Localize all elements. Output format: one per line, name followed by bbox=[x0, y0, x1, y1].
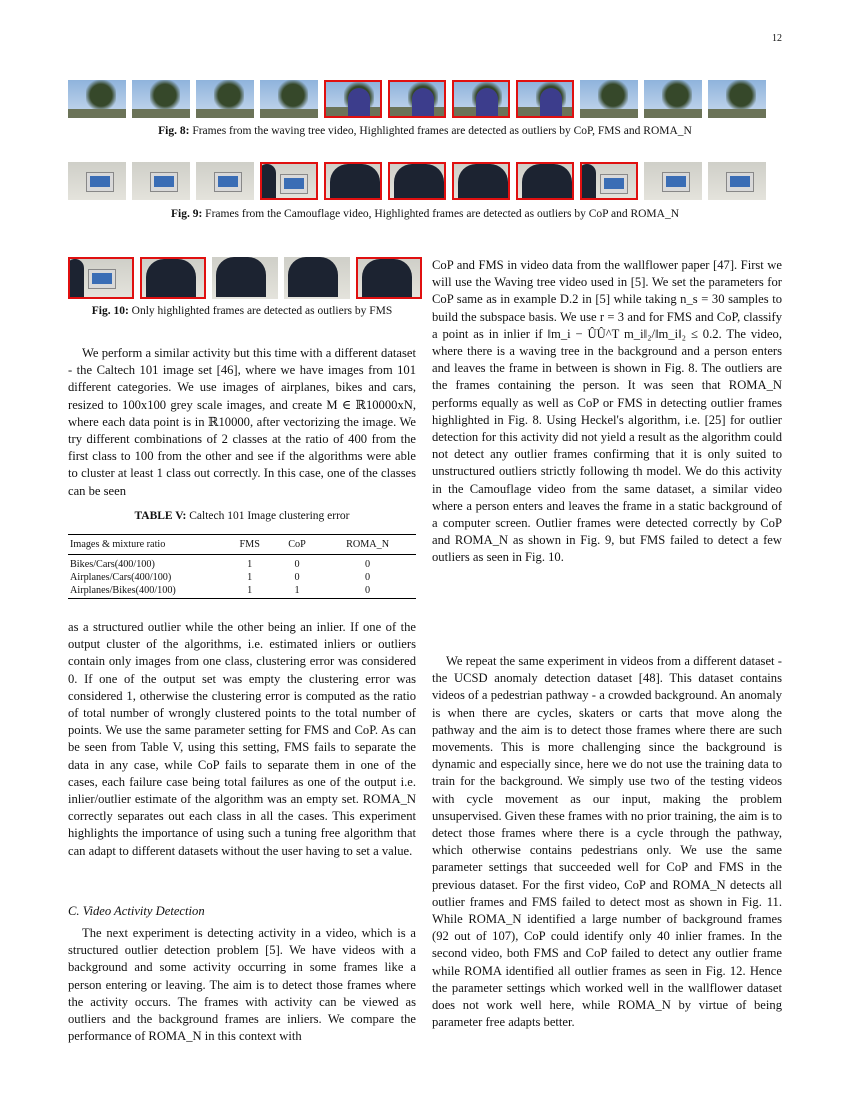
video-frame bbox=[580, 162, 638, 200]
table-row bbox=[68, 571, 416, 584]
table-cell: 1 bbox=[225, 584, 275, 599]
person-shape bbox=[476, 88, 498, 118]
video-frame bbox=[212, 257, 278, 299]
video-frame bbox=[132, 162, 190, 200]
monitor-shape bbox=[726, 172, 754, 192]
person-shape bbox=[394, 164, 444, 200]
ground-area bbox=[644, 109, 702, 118]
table-cell: 0 bbox=[294, 559, 300, 570]
fig9-frames bbox=[68, 162, 766, 200]
table-title bbox=[68, 510, 416, 522]
person-shape bbox=[522, 164, 572, 200]
person-shape bbox=[540, 88, 562, 118]
person-shape bbox=[330, 164, 380, 200]
fig8-caption bbox=[68, 125, 782, 137]
table-cell: 1 bbox=[247, 559, 253, 570]
table-v bbox=[68, 534, 416, 599]
left-p3-text: The next experiment is detecting activity in a video, which is a structured outlier detection problem [5]. We have videos with a background and some activity occurring in some frames like a person entering or leaving. The aim is to detect those frames where the activity occurs. The frames with activity can be viewed as outliers and the background frames are inliers. We compare the performance of ROMA_N in this context with bbox=[68, 926, 416, 1044]
video-frame bbox=[708, 80, 766, 118]
table-cell: Airplanes/Cars(400/100) bbox=[70, 572, 172, 583]
video-frame bbox=[324, 80, 382, 118]
table-cell: 0 bbox=[365, 559, 371, 570]
table-header-row bbox=[68, 535, 416, 555]
left-p1-text: We perform a similar activity but this time with a different dataset - the Caltech 101 image set [46], where we have images from 101 different categories. We use images of airplanes, bikes and cars, resized to 100x100 grey scale images, and create M ∈ ℝ10000xN, where each data point is in ℝ10000, after vectorizing the image. We try different combinations of 2 classes at the ratio of 400 from the first class to 100 from the other and see if the algorithms were able to cluster at least 1 class out correctly. In this case, one of the classes can be seen bbox=[68, 346, 416, 498]
fig10-label: Fig. 10: bbox=[91, 305, 129, 317]
table-label: TABLE V: bbox=[134, 510, 187, 522]
table-title-text: Caltech 101 Image clustering error bbox=[189, 510, 350, 522]
page-number: 12 bbox=[772, 33, 782, 44]
fig8-text: Frames from the waving tree video, Highlighted frames are detected as outliers by CoP, FMS and ROMA_N bbox=[192, 125, 692, 137]
right-p2-text: We repeat the same experiment in videos from a different dataset - the UCSD anomaly detection dataset [48]. This dataset contains videos of a pedestrian pathway - a crowded background. An anomaly is when there are cycles, skaters or carts that move along the pathway and the aim is to detect those frames where there are such movements. This is more challenging since the background is dynamic and especially since, here we do not use the training data to train for the background. We simply use two of the testing videos with cycle movement as our input, making the problem unsupervised. Given these frames with no prior training, the aim is to detect those frames where there is a cycle through the pathway, which otherwise contains pedestrians only. We use the same parameter settings that succeeded well for CoP and FMS in the previous dataset. For the first video, CoP and ROMA_N detects all outlier frames and FMS failed to detect most as shown in Fig. 11. While ROMA_N identified a large number of background frames (92 out of 107), CoP could identify only 40 inlier frames. In the second video, both FMS and CoP failed to detect any outlier frame while ROMA identified all outlier frames as seen in Fig. 12. Hence the parameter settings which worked well in the wallflower dataset does not work well here, while ROMA_N by virtue of being parameter free adapts better. bbox=[432, 654, 782, 1030]
video-frame bbox=[644, 162, 702, 200]
person-shape bbox=[362, 259, 412, 299]
video-frame bbox=[68, 80, 126, 118]
right-p1-text: CoP and FMS in video data from the wallflower paper [47]. First we will use the Waving tree video used in [5]. We set the parameters for CoP same as in example D.2 in [5] while taking n_s = 30 samples to build the subspace basis. We use r = 3 and for FMS and CoP, classify a point as in inlier if ‖m_i − ÛÛ^T m_i‖₂/‖m_i‖₂ ≤ 0.2. The video, where there is a waving tree in the background and a person enters and leaves the frame in between is shown in Fig. 8. The outliers are the frames containing the person. It was seen that ROMA_N performs equally as well as CoP or FMS in detecting outlier frames highlighted in Fig. 8. Using Heckel's algorithm, i.e. [25] for outlier detection for this activity did not yield a result as the algorithm could not detect any outlier frames confirming that it is only suited to unstructured outliers strictly following th model. We do this activity in the Camouflage video from the same dataset, a similar video where a person enters and leaves the frame in a static background of a computer screen. Outlier frames were detected correctly by CoP and ROMA_N as shown in Fig. 9, but FMS failed to detect a few outliers as seen in Fig. 10. bbox=[432, 258, 782, 565]
right-paragraph-2 bbox=[432, 653, 782, 1031]
table-cell: Airplanes/Bikes(400/100) bbox=[68, 584, 225, 599]
fig9-text: Frames from the Camouflage video, Highlighted frames are detected as outliers by CoP and ROMA_N bbox=[205, 208, 680, 220]
ground-area bbox=[260, 109, 318, 118]
fig9-label: Fig. 9: bbox=[170, 208, 203, 220]
video-frame bbox=[324, 162, 382, 200]
monitor-shape bbox=[150, 172, 178, 192]
monitor-shape bbox=[662, 172, 690, 192]
table-header-roma: ROMA_N bbox=[319, 535, 416, 555]
person-shape bbox=[580, 164, 596, 200]
fig10-caption bbox=[68, 305, 416, 317]
video-frame bbox=[516, 80, 574, 118]
person-shape bbox=[288, 257, 338, 297]
fig10-text: Only highlighted frames are detected as outliers by FMS bbox=[131, 305, 393, 317]
video-frame bbox=[644, 80, 702, 118]
video-frame bbox=[260, 80, 318, 118]
video-frame bbox=[708, 162, 766, 200]
table-header-fms: FMS bbox=[225, 535, 275, 555]
video-frame bbox=[260, 162, 318, 200]
video-frame bbox=[68, 257, 134, 299]
left-paragraph-1 bbox=[68, 345, 416, 500]
table-cell: 0 bbox=[319, 584, 416, 599]
monitor-shape bbox=[600, 174, 628, 194]
ground-area bbox=[196, 109, 254, 118]
monitor-shape bbox=[214, 172, 242, 192]
video-frame bbox=[132, 80, 190, 118]
person-shape bbox=[458, 164, 508, 200]
table-cell: 0 bbox=[294, 572, 300, 583]
section-heading: C. Video Activity Detection bbox=[68, 904, 205, 918]
monitor-shape bbox=[86, 172, 114, 192]
table-header-cop: CoP bbox=[275, 535, 319, 555]
ground-area bbox=[68, 109, 126, 118]
video-frame bbox=[356, 257, 422, 299]
ground-area bbox=[580, 109, 638, 118]
person-shape bbox=[146, 259, 196, 299]
video-frame bbox=[452, 80, 510, 118]
person-shape bbox=[260, 164, 276, 200]
video-frame bbox=[196, 80, 254, 118]
person-shape bbox=[68, 259, 84, 299]
video-frame bbox=[68, 162, 126, 200]
video-frame bbox=[580, 80, 638, 118]
ground-area bbox=[132, 109, 190, 118]
table-cell: 1 bbox=[275, 584, 319, 599]
fig8-label: Fig. 8: bbox=[158, 125, 190, 137]
video-frame bbox=[516, 162, 574, 200]
video-frame bbox=[140, 257, 206, 299]
monitor-shape bbox=[88, 269, 116, 289]
table-cell: 1 bbox=[247, 572, 253, 583]
ground-area bbox=[708, 109, 766, 118]
video-frame bbox=[452, 162, 510, 200]
table-row bbox=[68, 584, 416, 599]
table-header-images: Images & mixture ratio bbox=[68, 535, 225, 555]
fig8-frames bbox=[68, 80, 766, 118]
person-shape bbox=[216, 257, 266, 297]
right-paragraph-1 bbox=[432, 257, 782, 567]
table-row bbox=[68, 555, 416, 572]
person-shape bbox=[348, 88, 370, 118]
left-paragraph-2 bbox=[68, 619, 416, 860]
table-cell: Bikes/Cars(400/100) bbox=[70, 559, 155, 570]
video-frame bbox=[388, 80, 446, 118]
fig9-caption bbox=[68, 208, 782, 220]
person-shape bbox=[412, 88, 434, 118]
fig10-frames bbox=[68, 257, 422, 299]
video-frame bbox=[196, 162, 254, 200]
table-cell: 0 bbox=[365, 572, 371, 583]
video-frame bbox=[388, 162, 446, 200]
left-paragraph-3 bbox=[68, 925, 416, 1045]
monitor-shape bbox=[280, 174, 308, 194]
video-frame bbox=[284, 257, 350, 299]
left-p2-text: as a structured outlier while the other being an inlier. If one of the output cluster of the algorithms, i.e. estimated inliers or outliers contain only images from one class, clustering error was considered 0. If one of the output set was empty the clustering error was considered 1, otherwise the clustering error is computed as the ratio of total number of wrongly clustered points to the total number of points. We use the same parameter setting for FMS and CoP. As can be seen from Table V, using this setting, FMS fails to separate the data in any case, while CoP fails to separate them in one of the cases, each failure case being total failures as one of the output i.e. inlier/outlier estimate of the algorithm was an empty set. ROMA_N correctly separates out each class in all the cases. This experiment highlights the importance of using such a tuning free algorithm that can adapt to different datasets without the user having to set a value. bbox=[68, 620, 416, 858]
